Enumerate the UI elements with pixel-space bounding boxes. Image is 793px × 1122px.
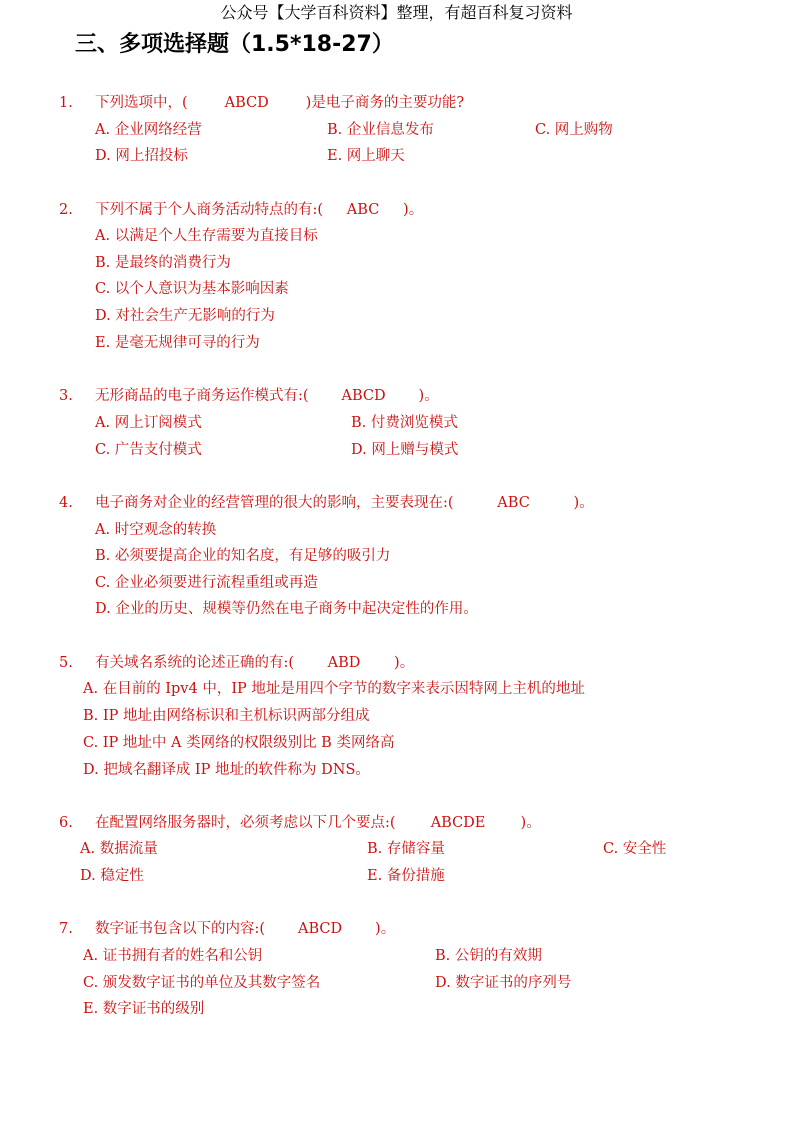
answer: ABCD: [341, 388, 386, 404]
answer: ABCD: [224, 95, 269, 111]
option-d: D. 稳定性: [80, 868, 144, 884]
option-d: D. 把域名翻译成 IP 地址的软件称为 DNS。: [83, 762, 370, 778]
answer: ABCD: [297, 921, 343, 937]
option-b: B. 存储容量: [367, 841, 445, 857]
answer: ABD: [327, 655, 361, 671]
option-c: C. 颁发数字证书的单位及其数字签名: [83, 975, 321, 991]
answer: ABC: [346, 202, 380, 218]
page-header: 公众号【大学百科资料】整理，有超百科复习资料: [220, 3, 573, 22]
option-d: D. 数字证书的序列号: [435, 975, 572, 991]
option-b: B. 企业信息发布: [327, 122, 434, 138]
option-a: A. 以满足个人生存需要为直接目标: [95, 228, 318, 244]
question-text-end: )是电子商务的主要功能?: [305, 95, 465, 111]
option-b: B. 是最终的消费行为: [95, 255, 231, 271]
question-number: 6.: [59, 815, 73, 831]
question-text: 在配置网络服务器时，必须考虑以下几个要点:(: [95, 815, 396, 831]
question-text: 有关域名系统的论述正确的有:(: [95, 655, 295, 671]
question-text: 电子商务对企业的经营管理的很大的影响，主要表现在:(: [95, 495, 454, 511]
option-c: C. 以个人意识为基本影响因素: [95, 281, 289, 297]
option-a: A. 网上订阅模式: [95, 415, 202, 431]
question-text: 下列不属于个人商务活动特点的有:(: [95, 202, 324, 218]
question-text: 数字证书包含以下的内容:(: [95, 921, 266, 937]
question-text: 无形商品的电子商务运作模式有:(: [95, 388, 309, 404]
option-b: B. IP 地址由网络标识和主机标识两部分组成: [83, 708, 370, 724]
option-d: D. 网上赠与模式: [351, 442, 459, 458]
answer: ABC: [497, 495, 530, 511]
option-c: C. 安全性: [603, 841, 667, 857]
question-number: 3.: [59, 388, 73, 404]
question-text-end: )。: [375, 921, 396, 937]
option-b: B. 付费浏览模式: [351, 415, 458, 431]
question-text: 下列选项中，(: [95, 95, 188, 111]
option-e: E. 数字证书的级别: [83, 1001, 205, 1017]
option-a: A. 在目前的 Ipv4 中，IP 地址是用四个字节的数字来表示因特网上主机的地址: [83, 681, 585, 697]
option-a: A. 企业网络经营: [95, 122, 202, 138]
option-c: C. IP 地址中 A 类网络的权限级别比 B 类网络高: [83, 735, 395, 751]
option-d: D. 网上招投标: [95, 148, 188, 164]
option-b: B. 公钥的有效期: [435, 948, 542, 964]
question-number: 1.: [59, 95, 73, 111]
section-title: 三、多项选择题（1.5*18-27）: [75, 32, 394, 57]
question-number: 4.: [59, 495, 73, 511]
option-c: C. 广告支付模式: [95, 442, 202, 458]
option-e: E. 网上聊天: [327, 148, 405, 164]
question-text-end: )。: [573, 495, 594, 511]
answer: ABCDE: [430, 815, 486, 831]
option-c: C. 网上购物: [535, 122, 613, 138]
option-e: E. 是毫无规律可寻的行为: [95, 335, 260, 351]
option-c: C. 企业必须要进行流程重组或再造: [95, 575, 318, 591]
option-a: A. 证书拥有者的姓名和公钥: [83, 948, 263, 964]
question-text-end: )。: [403, 202, 424, 218]
question-text-end: )。: [520, 815, 541, 831]
option-a: A. 时空观念的转换: [95, 522, 217, 538]
option-b: B. 必须要提高企业的知名度，有足够的吸引力: [95, 548, 391, 564]
question-text-end: )。: [418, 388, 439, 404]
question-text-end: )。: [394, 655, 415, 671]
option-d: D. 对社会生产无影响的行为: [95, 308, 275, 324]
option-e: E. 备份措施: [367, 868, 445, 884]
option-a: A. 数据流量: [80, 841, 158, 857]
question-number: 2.: [59, 202, 73, 218]
question-number: 7.: [59, 921, 73, 937]
question-number: 5.: [59, 655, 73, 671]
option-d: D. 企业的历史、规模等仍然在电子商务中起决定性的作用。: [95, 601, 478, 617]
